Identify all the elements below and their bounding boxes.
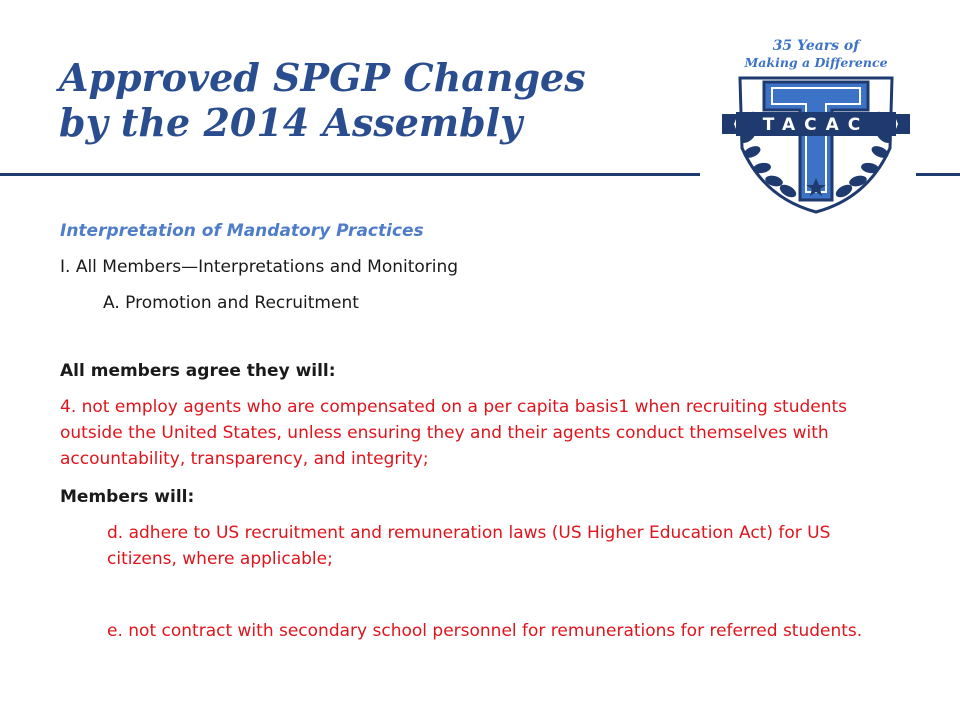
members-will-label: Members will: bbox=[60, 487, 195, 507]
slide-title bbox=[59, 55, 699, 145]
slide-title-line-1: Approved SPGP Changes bbox=[59, 55, 586, 100]
title-rule-left bbox=[0, 173, 700, 176]
logo-banner-line-1: 35 Years of bbox=[772, 38, 860, 54]
subsection-heading: A. Promotion and Recruitment bbox=[103, 293, 359, 313]
slide-title-line-2: by the 2014 Assembly bbox=[59, 100, 523, 145]
practice-item-e: e. not contract with secondary school personnel for remunerations for referred students. bbox=[107, 621, 863, 641]
logo-letters: TACAC bbox=[762, 115, 870, 135]
section-heading: I. All Members—Interpretations and Monitoring bbox=[60, 257, 459, 277]
section-subhead: Interpretation of Mandatory Practices bbox=[60, 221, 424, 241]
agree-label: All members agree they will: bbox=[60, 361, 336, 381]
title-rule-right bbox=[916, 173, 960, 176]
practice-item-4: 4. not employ agents who are compensated on a per capita basis1 when recruiting students outside the United States, unless ensuring they and their agents conduct themselves with accountability, transparency, and integrity; bbox=[60, 397, 848, 469]
practice-item-d: d. adhere to US recruitment and remuneration laws (US Higher Education Act) for US citizens, where applicable; bbox=[107, 523, 831, 569]
tacac-logo bbox=[718, 28, 914, 216]
logo-banner-line-2: Making a Difference bbox=[744, 55, 888, 70]
